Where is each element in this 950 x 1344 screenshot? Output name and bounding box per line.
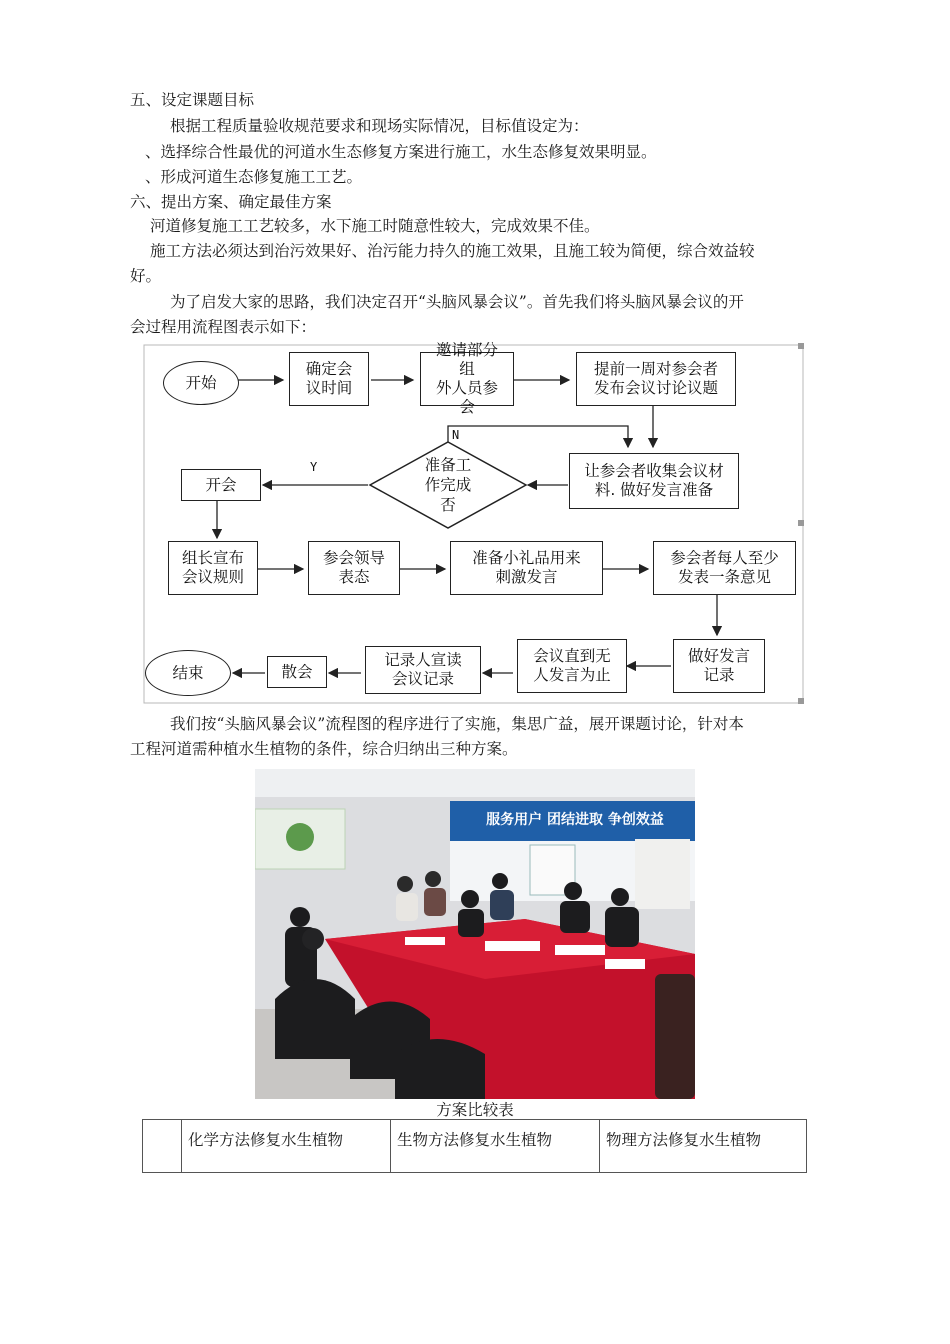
table-header-cell-empty	[143, 1120, 182, 1173]
step-leader-statement: 参会领导 表态	[308, 541, 400, 595]
meeting-photo	[255, 769, 695, 1099]
decision-ready-label: 准备工 作完成 否	[424, 456, 472, 514]
table-header-row	[143, 1120, 807, 1173]
photo-banner-text: 服务用户 团结进取 争创效益	[486, 812, 664, 828]
paragraph-continued: 好。	[130, 267, 162, 285]
list-item: 、形成河道生态修复施工工艺。	[145, 168, 363, 186]
end-node: 结束	[145, 650, 231, 696]
step-set-meeting-time: 确定会 议时间	[289, 352, 369, 406]
paragraph-continued: 会过程用流程图表示如下：	[130, 318, 317, 336]
paragraph: 为了启发大家的思路，我们决定召开“头脑风暴会议”。首先我们将头脑风暴会议的开	[170, 293, 744, 311]
step-publish-topics: 提前一周对参会者 发布会议讨论议题	[576, 352, 736, 406]
step-until-silent: 会议直到无 人发言为止	[517, 639, 627, 693]
label-yes: Y	[310, 460, 318, 474]
table-header-biological: 生物方法修复水生植物	[391, 1120, 600, 1173]
scheme-comparison-table	[142, 1119, 807, 1173]
section6-title: 六、提出方案、确定最佳方案	[130, 193, 332, 211]
step-announce-rules: 组长宣布 会议规则	[168, 541, 258, 595]
step-open-meeting: 开会	[181, 469, 261, 501]
paragraph: 我们按“头脑风暴会议”流程图的程序进行了实施，集思广益，展开课题讨论，针对本	[170, 715, 744, 733]
paragraph: 河道修复施工工艺较多，水下施工时随意性较大，完成效果不佳。	[150, 217, 600, 235]
brainstorm-flowchart	[143, 343, 805, 705]
step-each-opinion: 参会者每人至少 发表一条意见	[653, 541, 796, 595]
table-caption: 方案比较表	[436, 1101, 514, 1119]
step-invite-outsiders: 邀请部分组 外人员参会	[420, 352, 514, 406]
paragraph-continued: 工程河道需种植水生植物的条件，综合归纳出三种方案。	[130, 740, 518, 758]
section5-title: 五、设定课题目标	[130, 91, 255, 109]
label-no: N	[452, 428, 460, 442]
table-header-physical: 物理方法修复水生植物	[600, 1120, 807, 1173]
start-node: 开始	[163, 361, 239, 405]
paragraph: 施工方法必须达到治污效果好、治污能力持久的施工效果，且施工较为简便，综合效益较	[150, 242, 755, 260]
step-prepare-gifts: 准备小礼品用来 刺激发言	[450, 541, 603, 595]
step-read-minutes: 记录人宣读 会议记录	[365, 646, 481, 694]
step-collect-materials: 让参会者收集会议材 料. 做好发言准备	[569, 453, 739, 509]
step-record-speech: 做好发言 记录	[673, 639, 765, 693]
list-item: 、选择综合性最优的河道水生态修复方案进行施工，水生态修复效果明显。	[145, 143, 657, 161]
table-header-chemical: 化学方法修复水生植物	[182, 1120, 391, 1173]
paragraph: 根据工程质量验收规范要求和现场实际情况，目标值设定为：	[170, 117, 589, 135]
step-adjourn: 散会	[267, 656, 327, 688]
